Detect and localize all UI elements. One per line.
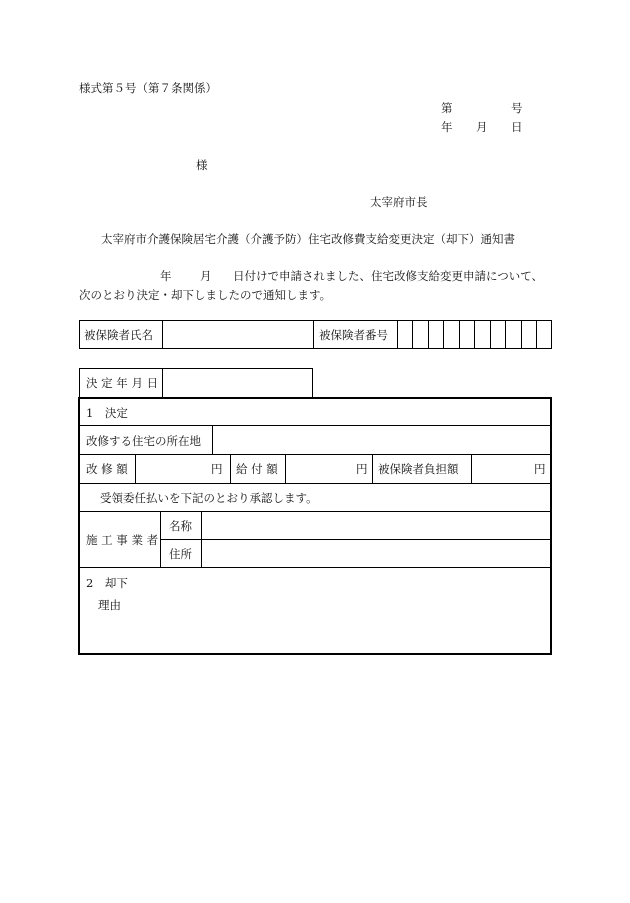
date-month: 月 [476,120,488,134]
renovation-amount-field[interactable] [137,456,209,481]
body-month: 月 [200,269,212,283]
doc-number-prefix: 第 [441,101,453,115]
renovation-amount-label: 改 修 額 [86,462,128,476]
payment-amount-field[interactable] [287,456,354,481]
doc-number-suffix: 号 [511,101,523,115]
insured-number-field[interactable] [399,322,550,347]
renovation-amount-unit: 円 [211,462,223,476]
insured-number-label: 被保険者番号 [319,328,388,342]
date-day: 日 [511,120,523,134]
sender-name: 太宰府市長 [370,195,428,209]
renovation-address-label: 改修する住宅の所在地 [86,434,201,448]
insured-name-label: 被保険者氏名 [84,328,153,342]
contractor-address-field[interactable] [203,541,549,565]
insured-name-field[interactable] [165,322,311,347]
form-number: 様式第５号（第７条関係） [79,81,217,95]
payment-amount-label: 給 付 額 [236,462,278,476]
insured-burden-unit: 円 [534,462,546,476]
rejection-reason-field[interactable] [130,594,548,650]
date-year: 年 [441,120,453,134]
decision-heading: 1 決定 [86,406,128,420]
contractor-name-label: 名称 [169,519,192,533]
body-line2: 次のとおり決定・却下しましたので通知します。 [79,288,332,302]
body-year: 年 [160,269,172,283]
document-title: 太宰府市介護保険居宅介護（介護予防）住宅改修費支給変更決定（却下）通知書 [101,232,515,246]
approval-text: 受領委任払いを下記のとおり承認します。 [100,491,318,505]
renovation-address-field[interactable] [214,427,549,452]
body-line1: 日付けで申請されました、住宅改修支給変更申請について、 [233,269,544,283]
insured-burden-label: 被保険者負担額 [378,462,459,476]
rejection-heading: 2 却下 [86,576,128,590]
contractor-address-label: 住所 [169,547,192,561]
payment-amount-unit: 円 [356,462,368,476]
insured-burden-field[interactable] [473,456,531,481]
contractor-label: 施 工 事 業 者 [86,533,159,547]
decision-date-label: 決 定 年 月 日 [86,376,159,390]
contractor-name-field[interactable] [203,513,549,537]
rejection-reason-label: 理由 [98,598,121,612]
decision-date-field[interactable] [165,370,311,396]
addressee-honorific: 様 [196,158,208,172]
